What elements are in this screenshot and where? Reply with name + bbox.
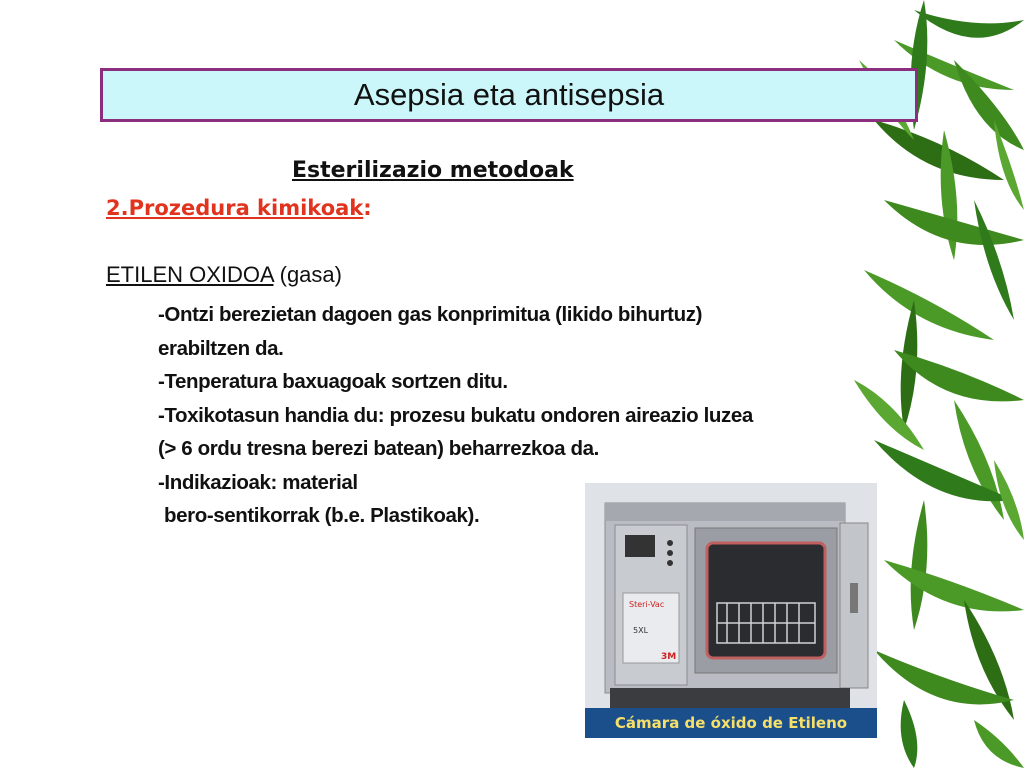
section-label-colon: :	[363, 196, 372, 220]
bullet-line: -Toxikotasun handia du: prozesu bukatu ondoren aireazio luzea	[158, 403, 753, 427]
device-brand: 3M	[661, 652, 677, 662]
slide-subtitle: Esterilizazio metodoak	[292, 158, 574, 183]
device-model: 5XL	[633, 626, 649, 635]
bullet-line: -Tenperatura baxuagoak sortzen ditu.	[158, 370, 508, 393]
topic-paren: (gasa)	[273, 262, 342, 287]
bullet-line: bero-sentikorrak (b.e. Plastikoak).	[164, 504, 480, 527]
sterilizer-photo	[585, 483, 877, 738]
section-label-text: 2.Prozedura kimikoak	[106, 196, 364, 220]
bullet-line: erabiltzen da.	[158, 336, 284, 360]
device-label: Steri-Vac	[629, 600, 665, 609]
sterilizer-chamber-icon	[585, 483, 877, 708]
bullet-line: -Ontzi berezietan dagoen gas konprimitua (likido bihurtuz)	[158, 303, 702, 326]
topic-main: ETILEN OXIDOA	[106, 262, 274, 287]
bullet-line: (> 6 ordu tresna berezi batean) beharrezkoa da.	[158, 437, 599, 460]
bullet-line: -Indikazioak: material	[158, 470, 358, 494]
slide-title: Asepsia eta antisepsia	[353, 77, 665, 112]
topic-heading	[106, 262, 342, 288]
photo-caption: Cámara de óxido de Etileno	[585, 708, 877, 738]
title-box	[100, 68, 918, 122]
section-label	[106, 196, 372, 220]
